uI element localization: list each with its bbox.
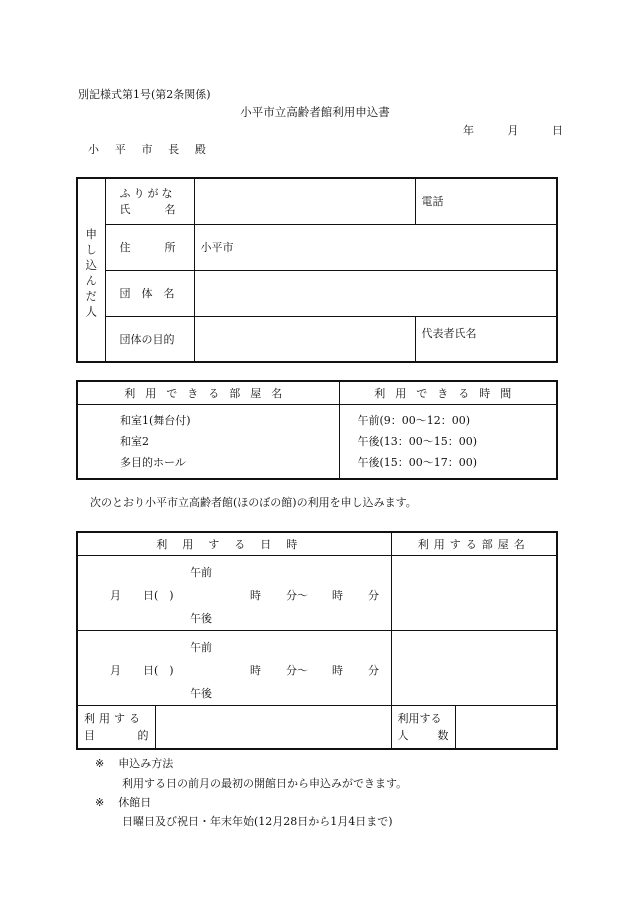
usage-table — [76, 531, 558, 750]
date-line — [463, 124, 593, 137]
purpose-label — [77, 706, 155, 750]
note-closed-heading — [95, 796, 151, 809]
am-label: 午前 — [190, 641, 212, 654]
name-field[interactable] — [194, 178, 415, 224]
purpose-field[interactable] — [155, 706, 391, 750]
minute-from-label: 分～ — [286, 589, 308, 602]
hour-label: 時 — [250, 664, 261, 677]
addressee-char: 殿 — [194, 143, 206, 156]
purpose-label-line1: 利用する — [84, 712, 144, 725]
room-name: 和室2 — [120, 435, 149, 448]
name-label-char: 氏 — [119, 203, 131, 217]
note-application-body: 利用する日の前月の最初の開館日から申込みができます。 — [122, 777, 408, 790]
addressee-char: 平 — [114, 143, 126, 156]
note-closed-body: 日曜日及び祝日・年末年始(12月28日から1月4日まで) — [122, 815, 393, 828]
available-rooms-table — [76, 380, 558, 480]
representative-field[interactable] — [415, 316, 557, 362]
usage-room-field[interactable] — [391, 556, 557, 631]
month-label: 月 — [110, 664, 121, 677]
people-label-char: 数 — [437, 729, 449, 742]
people-label-line2 — [392, 727, 455, 744]
phone-label: 電話 — [421, 195, 444, 209]
minute-to-label: 分 — [368, 589, 379, 602]
note-title: 休館日 — [118, 796, 152, 809]
note-application-heading — [95, 757, 173, 770]
hour-label: 時 — [250, 589, 261, 602]
room-name: 和室1(舞台付) — [120, 414, 191, 427]
group-purpose-field[interactable] — [194, 316, 415, 362]
addressee-char: 小 — [88, 143, 100, 156]
representative-label: 代表者氏名 — [421, 326, 477, 340]
people-label-line1: 利用する — [397, 712, 442, 725]
note-title: 申込み方法 — [118, 757, 174, 770]
pm-label: 午後 — [190, 687, 212, 700]
date-month-label: 月 — [507, 124, 519, 137]
date-year-label: 年 — [463, 124, 474, 137]
applicant-table — [76, 177, 558, 363]
furigana-label: ふりがな — [119, 187, 176, 201]
time-slot: 午後(15：00～17：00) — [357, 456, 478, 469]
usage-room-header: 利用する部屋名 — [391, 532, 557, 556]
purpose-label-line2 — [78, 727, 155, 744]
address-value: 小平市 — [200, 241, 234, 254]
hour-to-label: 時 — [332, 664, 343, 677]
usage-datetime-header: 利用する日時 — [77, 532, 391, 556]
form-number-label: 別記様式第1号(第2条関係) — [78, 88, 211, 101]
address-field[interactable] — [194, 224, 557, 270]
date-day-label: 日 — [552, 124, 563, 137]
document-title: 小平市立高齢者館利用申込書 — [240, 105, 390, 119]
group-name-label: 団 体 名 — [105, 270, 194, 316]
address-label-cell — [105, 224, 194, 270]
note-mark: ※ — [95, 796, 105, 809]
intro-text: 次のとおり小平市立高齢者館(ほのぼの館)の利用を申し込みます。 — [90, 496, 417, 509]
address-label — [120, 239, 194, 255]
applicant-side-label: 申し込んだ人 — [77, 178, 105, 362]
addressee — [88, 143, 218, 156]
am-label: 午前 — [190, 566, 212, 579]
group-name-field[interactable] — [194, 270, 557, 316]
usage-datetime-slot[interactable] — [77, 631, 391, 706]
rooms-header: 利用できる部屋名 — [77, 381, 339, 405]
time-slot: 午前(9：00～12：00) — [357, 414, 471, 427]
day-label: 日( ) — [143, 589, 174, 602]
times-header: 利用できる時間 — [339, 381, 557, 405]
phone-field[interactable] — [415, 178, 557, 224]
group-purpose-label: 団体の目的 — [105, 316, 194, 362]
name-label-cell — [105, 178, 194, 224]
month-label: 月 — [110, 589, 121, 602]
people-label-char: 人 — [397, 729, 409, 742]
time-slot: 午後(13：00～15：00) — [357, 435, 478, 448]
addressee-char: 市 — [141, 143, 153, 156]
day-label: 日( ) — [143, 664, 174, 677]
people-label — [391, 706, 455, 750]
name-label — [120, 201, 194, 217]
times-list — [339, 405, 557, 480]
rooms-list — [77, 405, 339, 480]
minute-from-label: 分～ — [286, 664, 308, 677]
people-field[interactable] — [455, 706, 557, 750]
addressee-char: 長 — [168, 143, 180, 156]
name-label-char: 名 — [164, 203, 176, 217]
pm-label: 午後 — [190, 612, 212, 625]
room-name: 多目的ホール — [120, 456, 186, 469]
note-mark: ※ — [95, 757, 105, 770]
usage-datetime-slot[interactable] — [77, 556, 391, 631]
purpose-label-char: 目 — [84, 729, 95, 742]
address-label-char: 住 — [119, 241, 131, 254]
hour-to-label: 時 — [332, 589, 343, 602]
minute-to-label: 分 — [368, 664, 379, 677]
purpose-label-char: 的 — [137, 729, 149, 742]
address-label-char: 所 — [164, 241, 176, 254]
usage-room-field[interactable] — [391, 631, 557, 706]
